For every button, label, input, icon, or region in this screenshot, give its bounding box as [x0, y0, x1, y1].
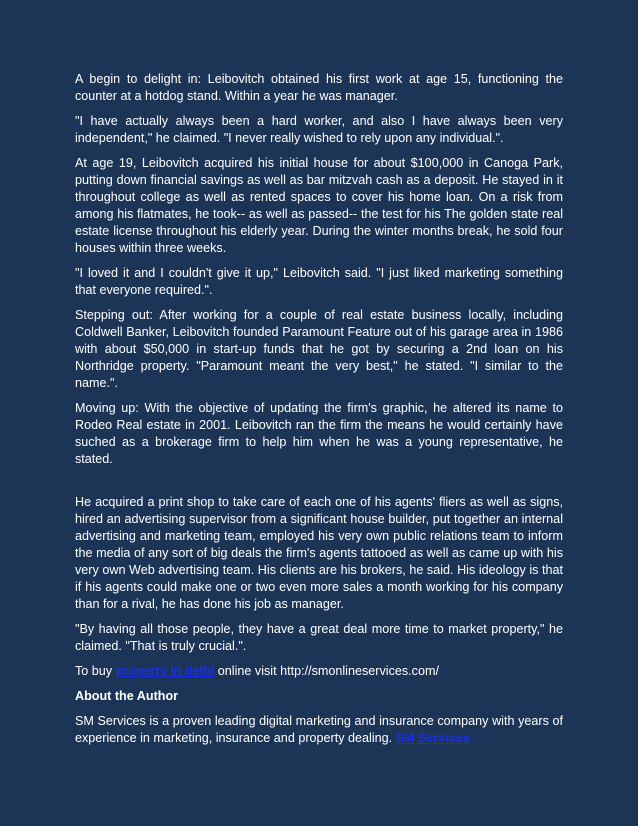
paragraph-loved-it-quote: "I loved it and I couldn't give it up," Leibovitch said. "I just liked marketing something that everyone required.".: [75, 266, 563, 297]
property-in-delhi-link[interactable]: property in delhi: [115, 664, 215, 678]
about-author-body: [75, 713, 563, 747]
document-page: [75, 71, 563, 755]
buy-line: [75, 663, 563, 680]
paragraph-more-time-quote: "By having all those people, they have a great deal more time to market property," he claimed. "That is truly crucial.".: [75, 622, 563, 653]
sm-services-link[interactable]: SM Services: [395, 731, 470, 745]
paragraph-first-job: A begin to delight in: Leibovitch obtained his first work at age 15, functioning the counter at a hotdog stand. Within a year he was manager.: [75, 72, 563, 103]
buy-line-suffix: online visit http://smonlineservices.com/: [214, 664, 439, 678]
paragraph-moving-up: Moving up: With the objective of updating the firm's graphic, he altered its name to Rodeo Real estate in 2001. Leibovitch ran the firm the means he would certainly have suched as a brokerage firm to help him when he was a young representative, he stated.: [75, 401, 563, 466]
about-author-heading: About the Author: [75, 689, 179, 703]
paragraph-print-shop: He acquired a print shop to take care of each one of his agents' fliers as well as signs, hired an advertising supervisor from a significant house builder, put together an internal advertising and marketing team, employed his very own public relations team to inform the media of any sort of big deals the firm's agents tattooed as well as came up with his very own Web advertising team. His clients are his brokers, he said. His ideology is that if his agents could make one or two even more sales a month working for his company than for a rival, he has done his job as manager.: [75, 495, 563, 611]
about-author-text: SM Services is a proven leading digital marketing and insurance company with years of experience in marketing, insurance and property dealing.: [75, 714, 563, 745]
paragraph-first-house: At age 19, Leibovitch acquired his initial house for about $100,000 in Canoga Park, putting down financial savings as well as bar mitzvah cash as a deposit. He stayed in it throughout college as well as rented spaces to cover his home loan. On a risk from among his flatmates, he took-- as well as passed-- the test for his The golden state real estate license throughout his elderly year. During the winter months break, he sold four houses within three weeks.: [75, 156, 563, 255]
paragraph-hard-worker-quote: "I have actually always been a hard worker, and also I have always been very independent," he claimed. "I never really wished to rely upon any individual.".: [75, 114, 563, 145]
paragraph-stepping-out: Stepping out: After working for a couple of real estate business locally, including Coldwell Banker, Leibovitch founded Paramount Feature out of his garage area in 1986 with about $50,000 in start-up funds that he got by securing a 2nd loan on his Northridge property. "Paramount meant the very best," he stated. "I similar to the name.".: [75, 308, 563, 390]
buy-line-prefix: To buy: [75, 664, 116, 678]
